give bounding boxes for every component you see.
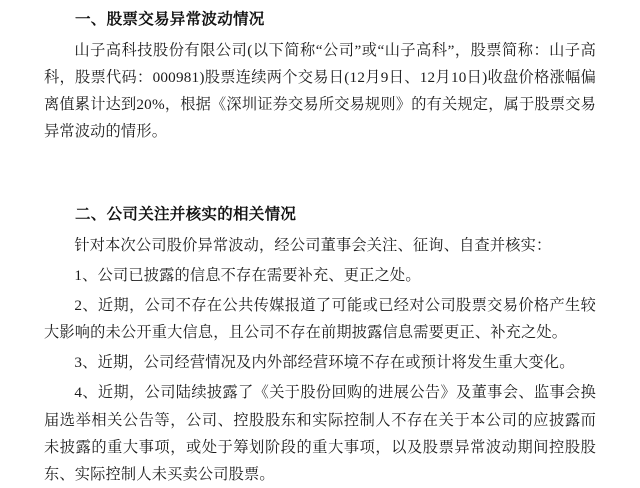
section-two-paragraph-1: 针对本次公司股价异常波动，经公司董事会关注、征询、自查并核实：: [74, 237, 552, 255]
section-gap: [44, 145, 596, 203]
section-two-paragraph-2: 1、公司已披露的信息不存在需要补充、更正之处。: [74, 267, 421, 285]
section-two-paragraph-3: 2、近期，公司不存在公共传媒报道了可能或已经对公司股票交易价格产生较大影响的未公开重大信息，且公司不存在前期披露信息需要更正、补充之处。: [44, 297, 596, 342]
section-one-title: 一、股票交易异常波动情况: [75, 11, 265, 28]
section-two-paragraph-4: 3、近期，公司经营情况及内外部经营环境不存在或预计将发生重大变化。: [74, 354, 575, 372]
section-two-title: 二、公司关注并核实的相关情况: [75, 206, 297, 224]
section-two-paragraph-5: 4、近期，公司陆续披露了《关于股份回购的进展公告》及董事会、监事会换届选举相关公告等，公司、控股股东和实际控制人不存在关于本公司的应披露而未披露的重大事项，或处于筹划阶段的重大事项，以及股票异常波动期间控股股东、实际控制人未买卖公司股票。: [44, 384, 596, 483]
section-company-verification: [44, 203, 596, 487]
section-stock-abnormal-fluctuation: [44, 8, 596, 145]
section-one-paragraph-1: 山子高科技股份有限公司(以下简称“公司”或“山子高科”，股票简称：山子高科，股票代码：000981)股票连续两个交易日(12月9日、12月10日)收盘价格涨幅偏离值累计达到20%，根据《深圳证券交易所交易规则》的有关规定，属于股票交易异常波动的情形。: [44, 42, 596, 141]
